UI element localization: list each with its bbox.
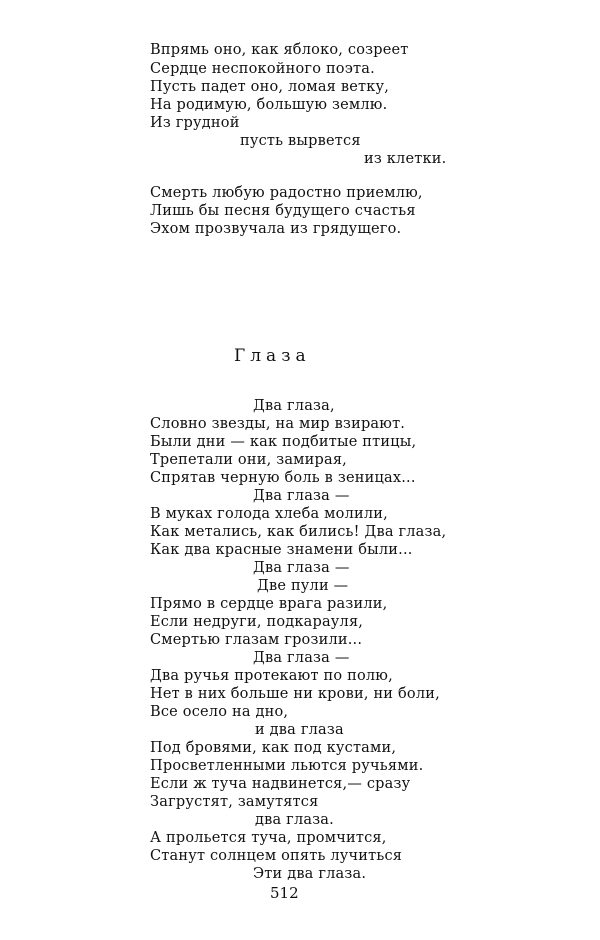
poem-line: Два глаза, bbox=[253, 398, 335, 414]
poem-line: Эти два глаза. bbox=[253, 866, 367, 882]
page-number: 512 bbox=[270, 884, 299, 902]
poem-line: Трепетали они, замирая, bbox=[150, 452, 347, 468]
poem-line: Были дни — как подбитые птицы, bbox=[150, 434, 417, 450]
poem-line: Просветленными льются ручьями. bbox=[150, 758, 424, 774]
poem-line: Два глаза — bbox=[253, 650, 350, 666]
poem-line: пусть вырвется bbox=[240, 133, 361, 149]
poem-line: Впрямь оно, как яблоко, созреет bbox=[150, 42, 409, 58]
poem-line: из клетки. bbox=[364, 151, 447, 167]
poem-line: Пусть падет оно, ломая ветку, bbox=[150, 79, 390, 95]
poem-line: Как два красные знамени были... bbox=[150, 542, 413, 558]
poem-line: Прямо в сердце врага разили, bbox=[150, 596, 388, 612]
poem-line: На родимую, большую землю. bbox=[150, 97, 388, 113]
poem-line: два глаза. bbox=[255, 812, 334, 828]
poem-title: Глаза bbox=[234, 346, 311, 366]
poem-line: Сердце неспокойного поэта. bbox=[150, 61, 375, 77]
poem-line: Смертью глазам грозили... bbox=[150, 632, 363, 648]
poem-line: Два ручья протекают по полю, bbox=[150, 668, 393, 684]
poem-line: Словно звезды, на мир взирают. bbox=[150, 416, 406, 432]
poem-line: А прольется туча, промчится, bbox=[150, 830, 387, 846]
poem-line: Как метались, как бились! Два глаза, bbox=[150, 524, 447, 540]
poem-line: Спрятав черную боль в зеницах... bbox=[150, 470, 416, 486]
poem-line: Если ж туча надвинется,— сразу bbox=[150, 776, 411, 792]
poem-line: Лишь бы песня будущего счастья bbox=[150, 203, 416, 219]
poem-line: В муках голода хлеба молили, bbox=[150, 506, 388, 522]
poem-line: Два глаза — bbox=[253, 560, 350, 576]
poem-line: Загрустят, замутятся bbox=[150, 794, 319, 810]
poem-line: Два глаза — bbox=[253, 488, 350, 504]
poem-line: Под бровями, как под кустами, bbox=[150, 740, 397, 756]
poem-line: Нет в них больше ни крови, ни боли, bbox=[150, 686, 440, 702]
poem-line: Все осело на дно, bbox=[150, 704, 289, 720]
poem-line: и два глаза bbox=[255, 722, 344, 738]
poem-line: Из грудной bbox=[150, 115, 240, 131]
poem-line: Эхом прозвучала из грядущего. bbox=[150, 221, 402, 237]
poem-line: Станут солнцем опять лучиться bbox=[150, 848, 403, 864]
poem-line: Если недруги, подкарауля, bbox=[150, 614, 364, 630]
poem-line: Смерть любую радостно приемлю, bbox=[150, 185, 423, 201]
poem-line: Две пули — bbox=[257, 578, 349, 594]
